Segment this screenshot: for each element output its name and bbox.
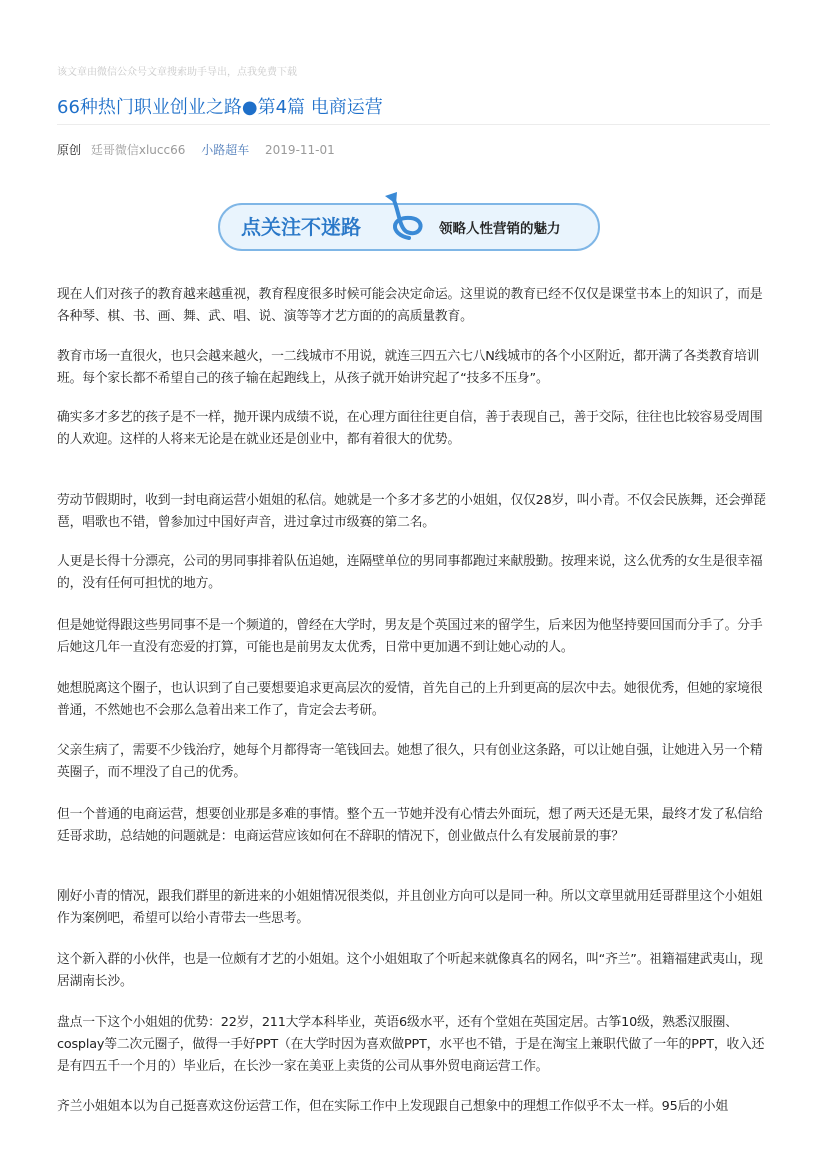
publish-date: 2019-11-01 <box>265 143 335 157</box>
paragraph: 但一个普通的电商运营，想要创业那是多难的事情。整个五一节她并没有心情去外面玩，想了两天还是无果，最终才发了私信给廷哥求助，总结她的问题就是：电商运营应该如何在不辞职的情况下，创业做点什么有发展前景的事？ <box>57 807 763 844</box>
paragraph: 但是她觉得跟这些男同事不是一个频道的，曾经在大学时，男友是个英国过来的留学生，后来因为他坚持要回国而分手了。分手后她这几年一直没有恋爱的打算，可能也是前男友太优秀，日常中更加遇不到让她心动的人。 <box>57 618 763 655</box>
paragraph: 她想脱离这个圈子，也认识到了自己要想要追求更高层次的爱情，首先自己的上升到更高的层次中去。她很优秀，但她的家境很普通，不然她也不会那么急着出来工作了，肯定会去考研。 <box>57 681 763 718</box>
paragraph: 现在人们对孩子的教育越来越重视，教育程度很多时候可能会决定命运。这里说的教育已经不仅仅是课堂书本上的知识了，而是各种琴、棋、书、画、舞、武、唱、说、演等等才艺方面的的高质量教育。 <box>57 287 763 324</box>
article-meta <box>57 141 335 158</box>
banner-left-text: 点关注不迷路 <box>241 215 361 239</box>
paragraph: 父亲生病了，需要不少钱治疗，她每个月都得寄一笔钱回去。她想了很久，只有创业这条路，可以让她自强，让她进入另一个精英圈子，而不埋没了自己的优秀。 <box>57 743 763 780</box>
paragraph: 人更是长得十分漂亮，公司的男同事排着队伍追她，连隔壁单位的男同事都跑过来献殷勤。按理来说，这么优秀的女生是很幸福的，没有任何可担忧的地方。 <box>57 554 763 591</box>
paragraph: 确实多才多艺的孩子是不一样，抛开课内成绩不说，在心理方面往往更自信，善于表现自己，善于交际，往往也比较容易受周围的人欢迎。这样的人将来无论是在就业还是创业中，都有着很大的优势。 <box>57 410 763 447</box>
original-tag: 原创 <box>57 143 82 157</box>
paragraph: 盘点一下这个小姐姐的优势：22岁，211大学本科毕业，英语6级水平，还有个堂姐在英国定居。古筝10级，熟悉汉服圈、cosplay等二次元圈子，做得一手好PPT（在大学时因为喜欢做PPT，水平也不错，于是在淘宝上兼职代做了一年的PPT，收入还是有四五千一个月的）毕业后，在长沙一家在美亚上卖货的公司从事外贸电商运营工作。 <box>57 1015 765 1074</box>
paragraph: 教育市场一直很火，也只会越来越火，一二线城市不用说，就连三四五六七八N线城市的各个小区附近，都开满了各类教育培训班。每个家长都不希望自己的孩子输在起跑线上，从孩子就开始讲究起了“技多不压身”。 <box>57 349 760 386</box>
title-divider <box>57 124 770 125</box>
article-title: 66种热门职业创业之路●第4篇 电商运营 <box>57 97 383 118</box>
paragraph: 齐兰小姐姐本以为自己挺喜欢这份运营工作，但在实际工作中上发现跟自己想象中的理想工作似乎不太一样。95后的小姐 <box>57 1099 728 1114</box>
paragraph: 刚好小青的情况，跟我们群里的新进来的小姐姐情况很类似，并且创业方向可以是同一种。所以文章里就用廷哥群里这个小姐姐作为案例吧，希望可以给小青带去一些思考。 <box>57 889 763 926</box>
paragraph: 劳动节假期时，收到一封电商运营小姐姐的私信。她就是一个多才多艺的小姐姐，仅仅28岁，叫小青。不仅会民族舞，还会弹琵琶，唱歌也不错，曾参加过中国好声音，进过拿过市级赛的第二名。 <box>57 493 766 530</box>
account-link[interactable]: 小路超车 <box>201 143 250 157</box>
export-note-link[interactable]: 该文章由微信公众号文章搜索助手导出，点我免费下载 <box>57 67 297 78</box>
author-name: 廷哥微信xlucc66 <box>90 143 186 157</box>
follow-banner <box>213 190 605 256</box>
paragraph: 这个新入群的小伙伴，也是一位颇有才艺的小姐姐。这个小姐姐取了个听起来就像真名的网名，叫“齐兰”。祖籍福建武夷山，现居湖南长沙。 <box>57 952 763 989</box>
arrow-head-icon <box>385 192 397 204</box>
banner-right-text: 领略人性营销的魅力 <box>439 221 561 237</box>
